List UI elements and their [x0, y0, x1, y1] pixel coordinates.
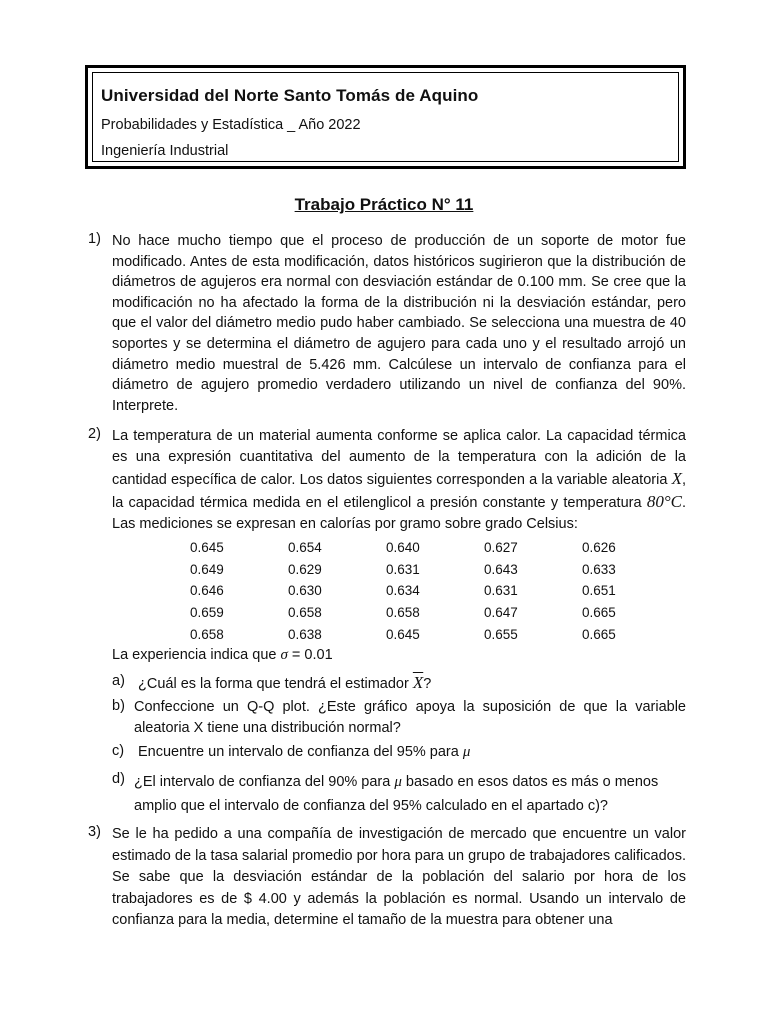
data-cell: 0.654: [288, 540, 322, 556]
data-row: [190, 602, 680, 624]
sub-a-question: ¿Cuál es la forma que tendrá el estimador: [138, 676, 409, 692]
estimator-xbar: $\overline{X}$: [412, 673, 424, 692]
data-cell: 0.631: [484, 583, 518, 599]
sub-c-label: c): [112, 743, 125, 759]
data-cell: 0.630: [288, 583, 322, 599]
sub-c-question: Encuentre un intervalo de confianza del 95% para: [138, 744, 459, 760]
sub-b-label: b): [112, 698, 125, 714]
data-cell: 0.643: [484, 561, 518, 577]
sub-a-label: a): [112, 673, 125, 689]
sub-d-text: [134, 770, 686, 818]
variable-x: X: [671, 469, 682, 488]
data-row: [190, 559, 680, 581]
sigma-value: = 0.01: [291, 647, 333, 663]
experience-text: La experiencia indica que: [112, 647, 277, 663]
data-cell: 0.646: [190, 583, 224, 599]
header-inner-border: [92, 72, 679, 162]
data-cell: 0.634: [386, 583, 420, 599]
question-3: [88, 824, 686, 932]
data-cell: 0.658: [288, 605, 322, 621]
question-2-text-a: La temperatura de un material aumenta conforme se aplica calor. La capacidad térmica es una expresión cuantitativa del aumento de la temperatura con la adición de la cantidad específica de calor. Los datos siguientes corresponden a la variable aleatoria: [112, 428, 686, 488]
data-cell: 0.633: [582, 561, 616, 577]
data-cell: 0.629: [288, 561, 322, 577]
data-table-body: [190, 537, 680, 645]
data-cell: 0.638: [288, 626, 322, 642]
sub-c-text: [138, 742, 690, 763]
career-name: Ingeniería Industrial: [101, 143, 229, 159]
question-2: [88, 426, 686, 535]
mu-symbol-d: μ: [394, 774, 402, 790]
question-2-text-c: . Las mediciones se expresan en calorías por gramo sobre grado Celsius:: [112, 495, 686, 532]
data-cell: 0.659: [190, 605, 224, 621]
data-row: [190, 537, 680, 559]
sub-a-end: ?: [423, 676, 432, 692]
data-row: [190, 623, 680, 645]
data-cell: 0.658: [386, 605, 420, 621]
data-cell: 0.645: [386, 626, 420, 642]
data-cell: 0.626: [582, 540, 616, 556]
sub-d-text-c: amplio que el intervalo de confianza del 95% calculado en el apartado c)?: [134, 798, 608, 814]
experience-line: [112, 645, 333, 666]
question-2-text-b: , la capacidad térmica medida en el etilenglicol a presión constante y temperatura: [112, 472, 686, 511]
data-cell: 0.649: [190, 561, 224, 577]
question-1-number: 1): [88, 231, 101, 247]
data-cell: 0.658: [190, 626, 224, 642]
page-title: [0, 195, 768, 215]
data-cell: 0.631: [386, 561, 420, 577]
question-3-text: Se le ha pedido a una compañía de investigación de mercado que encuentre un valor estimado de la tasa salarial promedio por hora para un grupo de trabajadores calificados. Se sabe que la desviación estándar de la población del salario por hora de los trabajadores es de $ 4.00 y además la población es normal. Usando un intervalo de confianza para la media, determine el tamaño de la muestra para obtener una: [112, 826, 686, 928]
data-row: [190, 580, 680, 602]
sub-a-text: [138, 672, 690, 695]
data-cell: 0.627: [484, 540, 518, 556]
question-2-number: 2): [88, 426, 101, 442]
university-name: Universidad del Norte Santo Tomás de Aquino: [101, 86, 479, 105]
data-cell: 0.645: [190, 540, 224, 556]
question-3-number: 3): [88, 824, 101, 840]
title-text: Trabajo Práctico N° 11: [294, 195, 474, 214]
data-cell: 0.665: [582, 605, 616, 621]
data-cell: 0.665: [582, 626, 616, 642]
sub-d-text-a: ¿El intervalo de confianza del 90% para: [134, 774, 391, 790]
sub-d-text-b: basado en esos datos es más o menos: [405, 774, 659, 790]
data-cell: 0.647: [484, 605, 518, 621]
question-2-text: [112, 426, 686, 535]
sub-d-label: d): [112, 771, 125, 787]
sigma-symbol: σ: [280, 647, 288, 663]
sub-b-text: Confeccione un Q-Q plot. ¿Este gráfico apoya la suposición de que la variable aleatoria X tiene una distribución normal?: [134, 699, 686, 736]
data-table: [190, 537, 680, 645]
temperature-value: 80°C: [646, 492, 682, 511]
data-cell: 0.640: [386, 540, 420, 556]
mu-symbol-c: μ: [462, 744, 471, 760]
question-1: [88, 231, 686, 416]
data-cell: 0.655: [484, 626, 518, 642]
header-box: [85, 65, 686, 169]
course-name: Probabilidades y Estadística _ Año 2022: [101, 117, 361, 133]
data-cell: 0.651: [582, 583, 616, 599]
question-1-text: No hace mucho tiempo que el proceso de producción de un soporte de motor fue modificado. Antes de esta modificación, datos históricos sugirieron que la distribución de diámetros de agujeros era normal con desviación estándar de 0.100 mm. Se cree que la modificación no ha afectado la forma de la distribución ni la desviación estándar, pero que el valor del diámetro medio pudo haber cambiado. Se selecciona una muestra de 40 soportes y se determina el diámetro de agujero para cada uno y el resultado arrojó un diámetro medio muestral de 5.426 mm. Calcúlese un intervalo de confianza para el diámetro de agujero promedio verdadero utilizando un nivel de confianza del 90%. Interprete.: [112, 233, 686, 414]
